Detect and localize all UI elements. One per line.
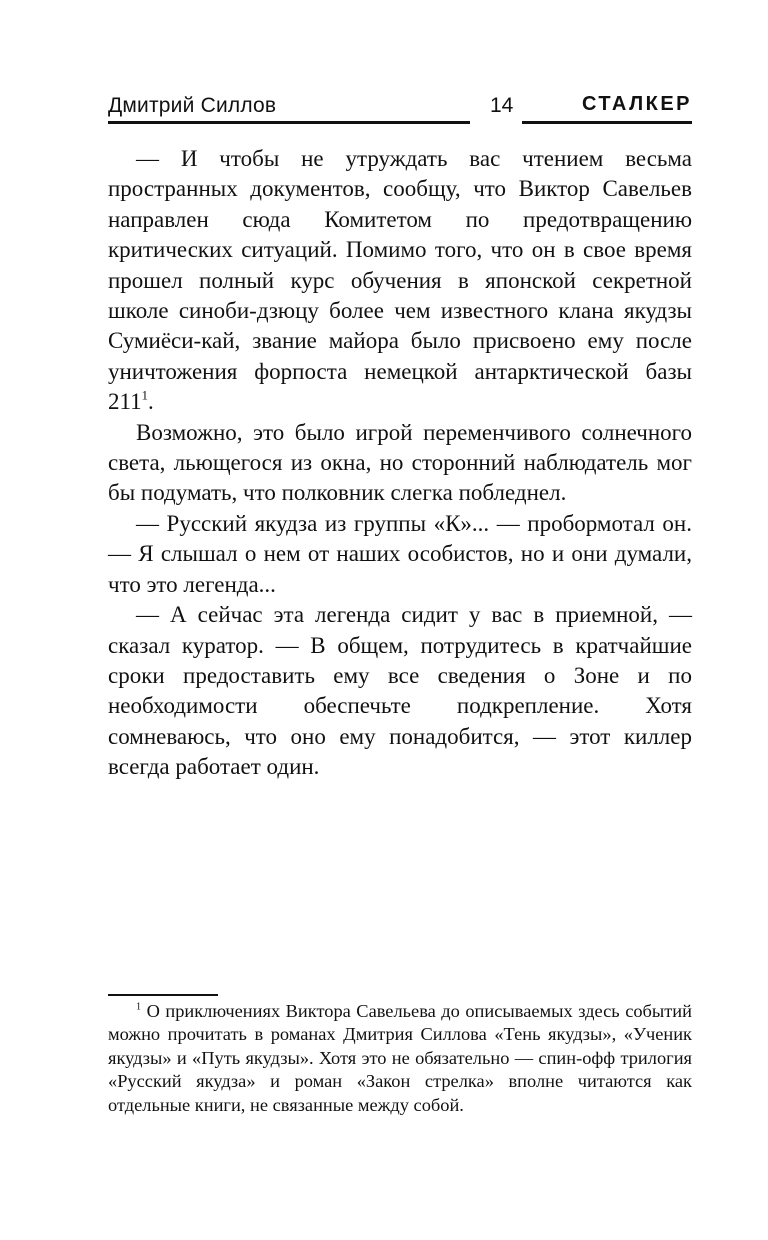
paragraph: [108, 509, 692, 600]
footnote-paragraph: [108, 1000, 692, 1117]
footnote-reference[interactable]: 1: [141, 388, 148, 403]
footnote: [108, 1000, 692, 1117]
header-series-title: СТАЛКЕР: [581, 93, 692, 115]
paragraph: [108, 418, 692, 509]
page-number: 14: [490, 94, 514, 117]
header-rule-right: [522, 121, 692, 124]
paragraph-text: — И чтобы не утруждать вас чтением весьма пространных документов, сообщу, что Виктор Савельев направлен сюда Комитетом по предотвращению критических ситуаций. Помимо того, что он в свое время прошел полный курс обучения в японской секретной школе синоби-дзюцу более чем известного клана якудзы Сумиёси-кай, звание майора было присвоено ему после уничтожения форпоста немецкой антарктической базы 211: [108, 146, 692, 415]
paragraph-text: — Русский якудза из группы «К»... — пробормотал он. — Я слышал о нем от наших особистов, но и они думали, что это легенда...: [108, 510, 692, 597]
main-text: [108, 144, 692, 783]
header-rule-left: [108, 121, 470, 124]
paragraph-text-end: .: [147, 389, 154, 415]
footnote-separator: [108, 994, 218, 996]
footnote-text: О приключениях Виктора Савельева до описываемых здесь событий можно прочитать в романах Дмитрия Силлова «Тень якудзы», «Ученик якудзы» и «Путь якудзы». Хотя это не обязательно — спин-офф трилогия «Русский якудза» и роман «Закон стрелка» вполне читаются как отдельные книги, не связанные между собой.: [108, 1001, 692, 1115]
paragraph: [108, 600, 692, 782]
paragraph-text: — А сейчас эта легенда сидит у вас в приемной, — сказал куратор. — В общем, потрудитесь в кратчайшие сроки предоставить ему все сведения о Зоне и по необходимости обеспечьте подкрепление. Хотя сомневаюсь, что оно ему понадобится, — этот киллер всегда работает один.: [108, 602, 692, 780]
footnote-marker: 1: [136, 1001, 142, 1013]
running-header: [108, 92, 692, 126]
paragraph-text: Возможно, это было игрой переменчивого солнечного света, льющегося из окна, но сторонний наблюдатель мог бы подумать, что полковник слегка побледнел.: [108, 419, 692, 506]
header-author: Дмитрий Силлов: [108, 94, 277, 117]
paragraph: [108, 144, 692, 418]
